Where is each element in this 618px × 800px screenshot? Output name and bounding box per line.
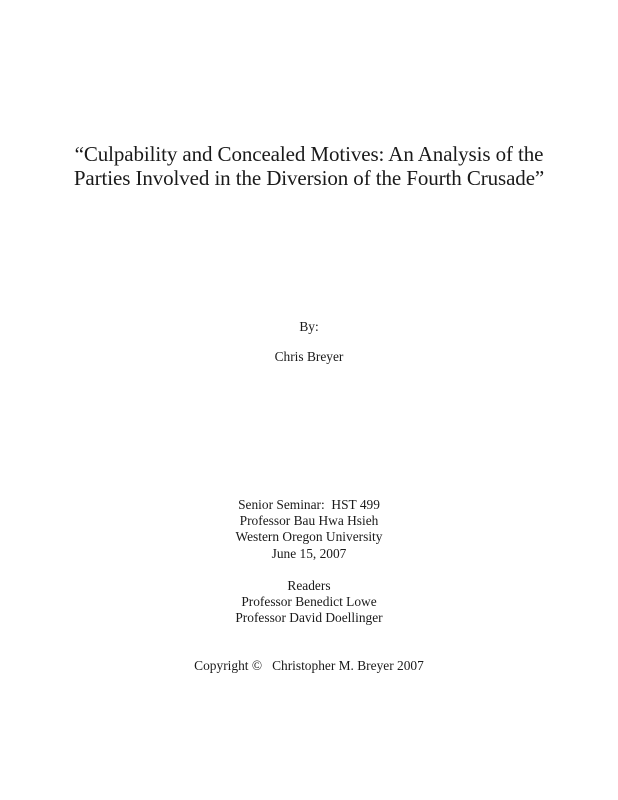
by-label: By: [299, 319, 319, 334]
copyright-label: Copyright © [194, 658, 263, 673]
reader-name-1: Professor Benedict Lowe [241, 594, 377, 610]
readers-heading: Readers [287, 578, 331, 593]
copyright-holder: Christopher M. Breyer 2007 [272, 658, 424, 673]
course-professor: Professor Bau Hwa Hsieh [239, 513, 379, 529]
reader-name-2: Professor David Doellinger [235, 610, 383, 626]
title-line-1: “Culpability and Concealed Motives: An Analysis of the [74, 142, 544, 166]
copyright-spacer [262, 658, 272, 673]
course-info [0, 497, 618, 562]
course-date: June 15, 2007 [271, 545, 347, 561]
document-title [0, 143, 618, 190]
copyright-notice [0, 658, 618, 674]
course-university: Western Oregon University [235, 529, 383, 545]
author-name: Chris Breyer [274, 349, 344, 364]
course-seminar: Senior Seminar: HST 499 [238, 497, 380, 512]
readers-section [0, 578, 618, 627]
title-line-2: Parties Involved in the Diversion of the Fourth Crusade” [73, 165, 545, 190]
